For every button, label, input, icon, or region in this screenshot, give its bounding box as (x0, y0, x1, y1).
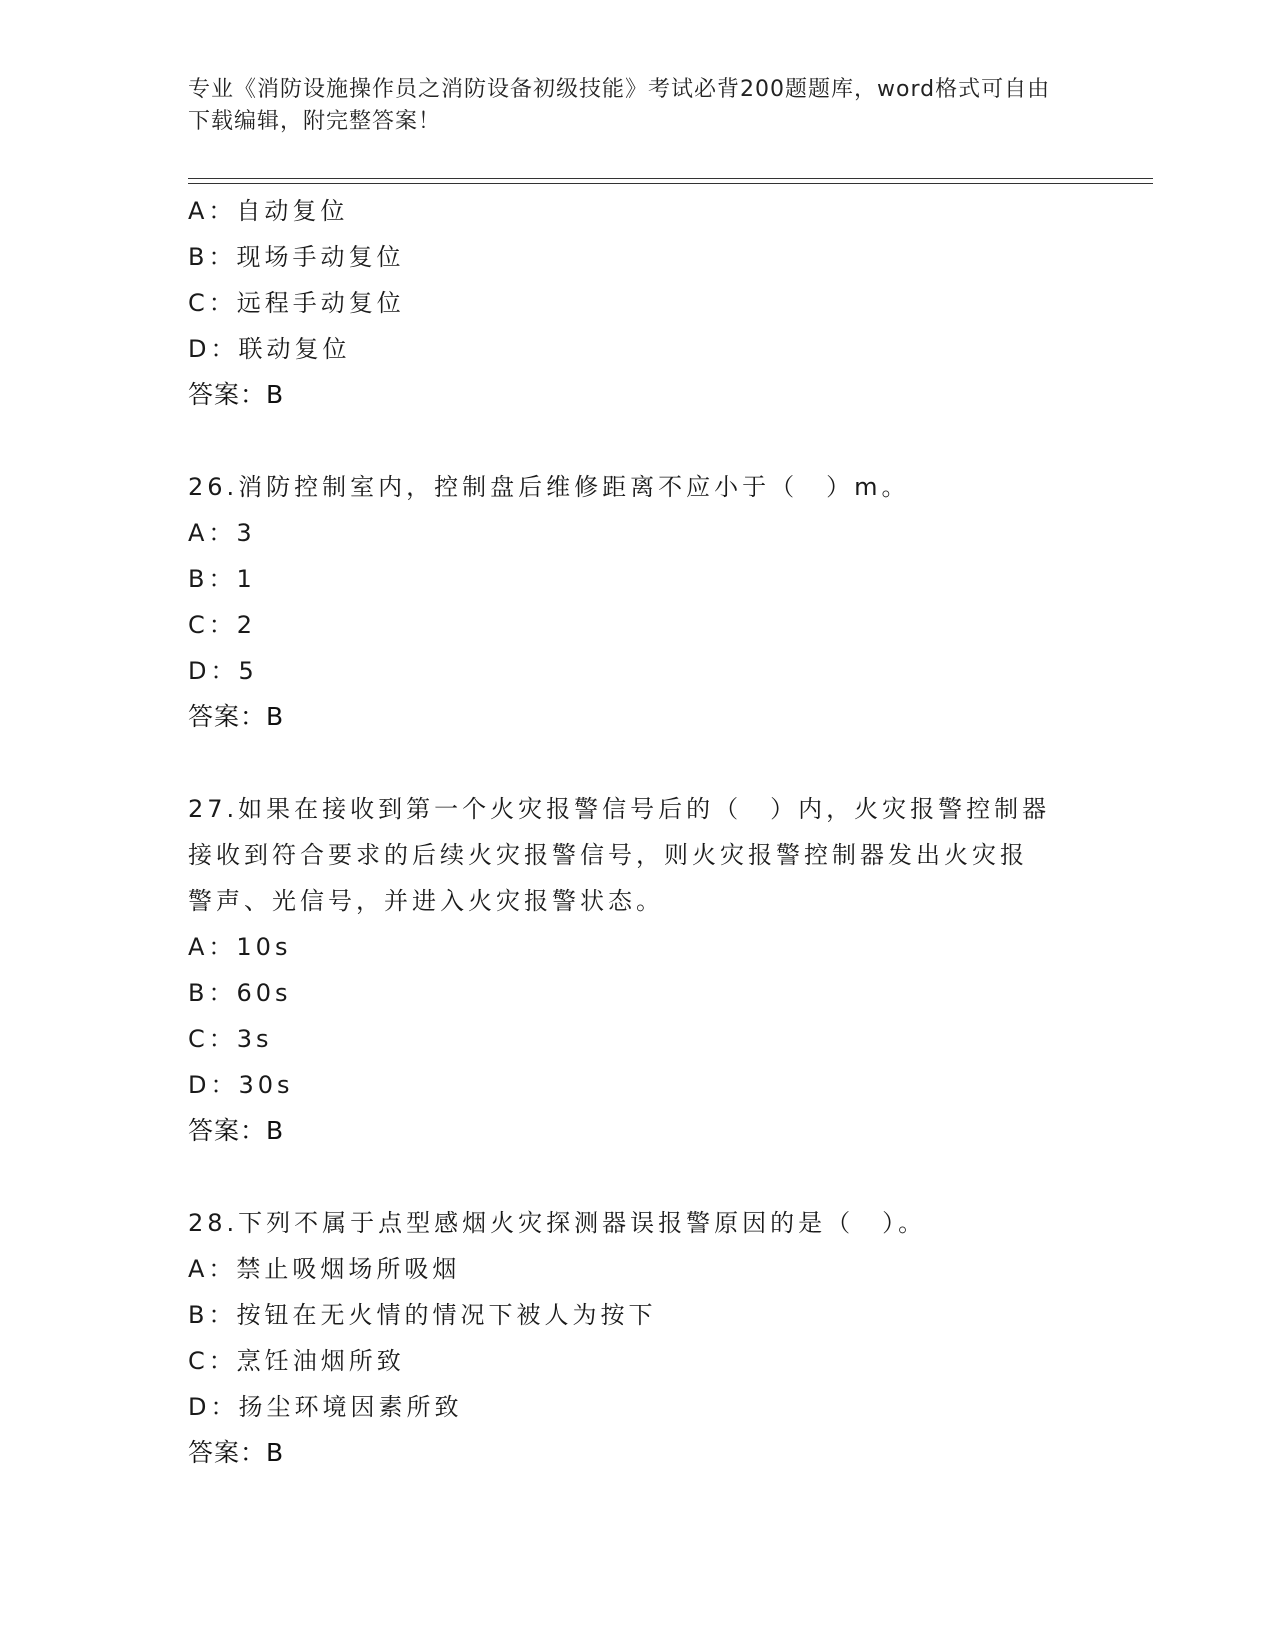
option-a: A：3 (188, 519, 256, 547)
question-text: 26.消防控制室内，控制盘后维修距离不应小于（ ）m。 (188, 473, 910, 501)
question-text-line-3: 警声、光信号，并进入火灾报警状态。 (188, 887, 664, 915)
option-c: C：远程手动复位 (188, 289, 405, 317)
document-header: 专业《消防设施操作员之消防设备初级技能》考试必背200题题库，word格式可自由下载编辑，附完整答案！ (188, 77, 1051, 134)
question-text-line-1: 27.如果在接收到第一个火灾报警信号后的（ ）内，火灾报警控制器 (188, 795, 1051, 823)
option-b: B：1 (188, 565, 256, 593)
option-b: B：60s (188, 979, 292, 1007)
question-text-line-2: 接收到符合要求的后续火灾报警信号，则火灾报警控制器发出火灾报 (188, 841, 1028, 869)
header-rule-top (188, 178, 1153, 179)
header-rule-bottom (188, 183, 1153, 184)
option-a: A：禁止吸烟场所吸烟 (188, 1255, 461, 1283)
answer-line: 答案：B (188, 380, 285, 409)
question-list (188, 188, 1088, 1476)
answer-line: 答案：B (188, 1438, 285, 1467)
option-c: C：烹饪油烟所致 (188, 1347, 405, 1375)
option-a: A：自动复位 (188, 197, 349, 225)
option-d: D：扬尘环境因素所致 (188, 1393, 463, 1421)
option-b: B：现场手动复位 (188, 243, 405, 271)
question-text: 28.下列不属于点型感烟火灾探测器误报警原因的是（ ）。 (188, 1209, 927, 1237)
option-b: B：按钮在无火情的情况下被人为按下 (188, 1301, 657, 1329)
question-block-28 (188, 1200, 1088, 1476)
answer-line: 答案：B (188, 702, 285, 731)
option-c: C：2 (188, 611, 257, 639)
option-a: A：10s (188, 933, 292, 961)
option-c: C：3s (188, 1025, 273, 1053)
answer-line: 答案：B (188, 1116, 285, 1145)
question-block-27 (188, 786, 1088, 1154)
option-d: D：30s (188, 1071, 294, 1099)
question-block-25 (188, 188, 1088, 418)
option-d: D：5 (188, 657, 258, 685)
option-d: D：联动复位 (188, 335, 351, 363)
question-block-26 (188, 464, 1088, 740)
